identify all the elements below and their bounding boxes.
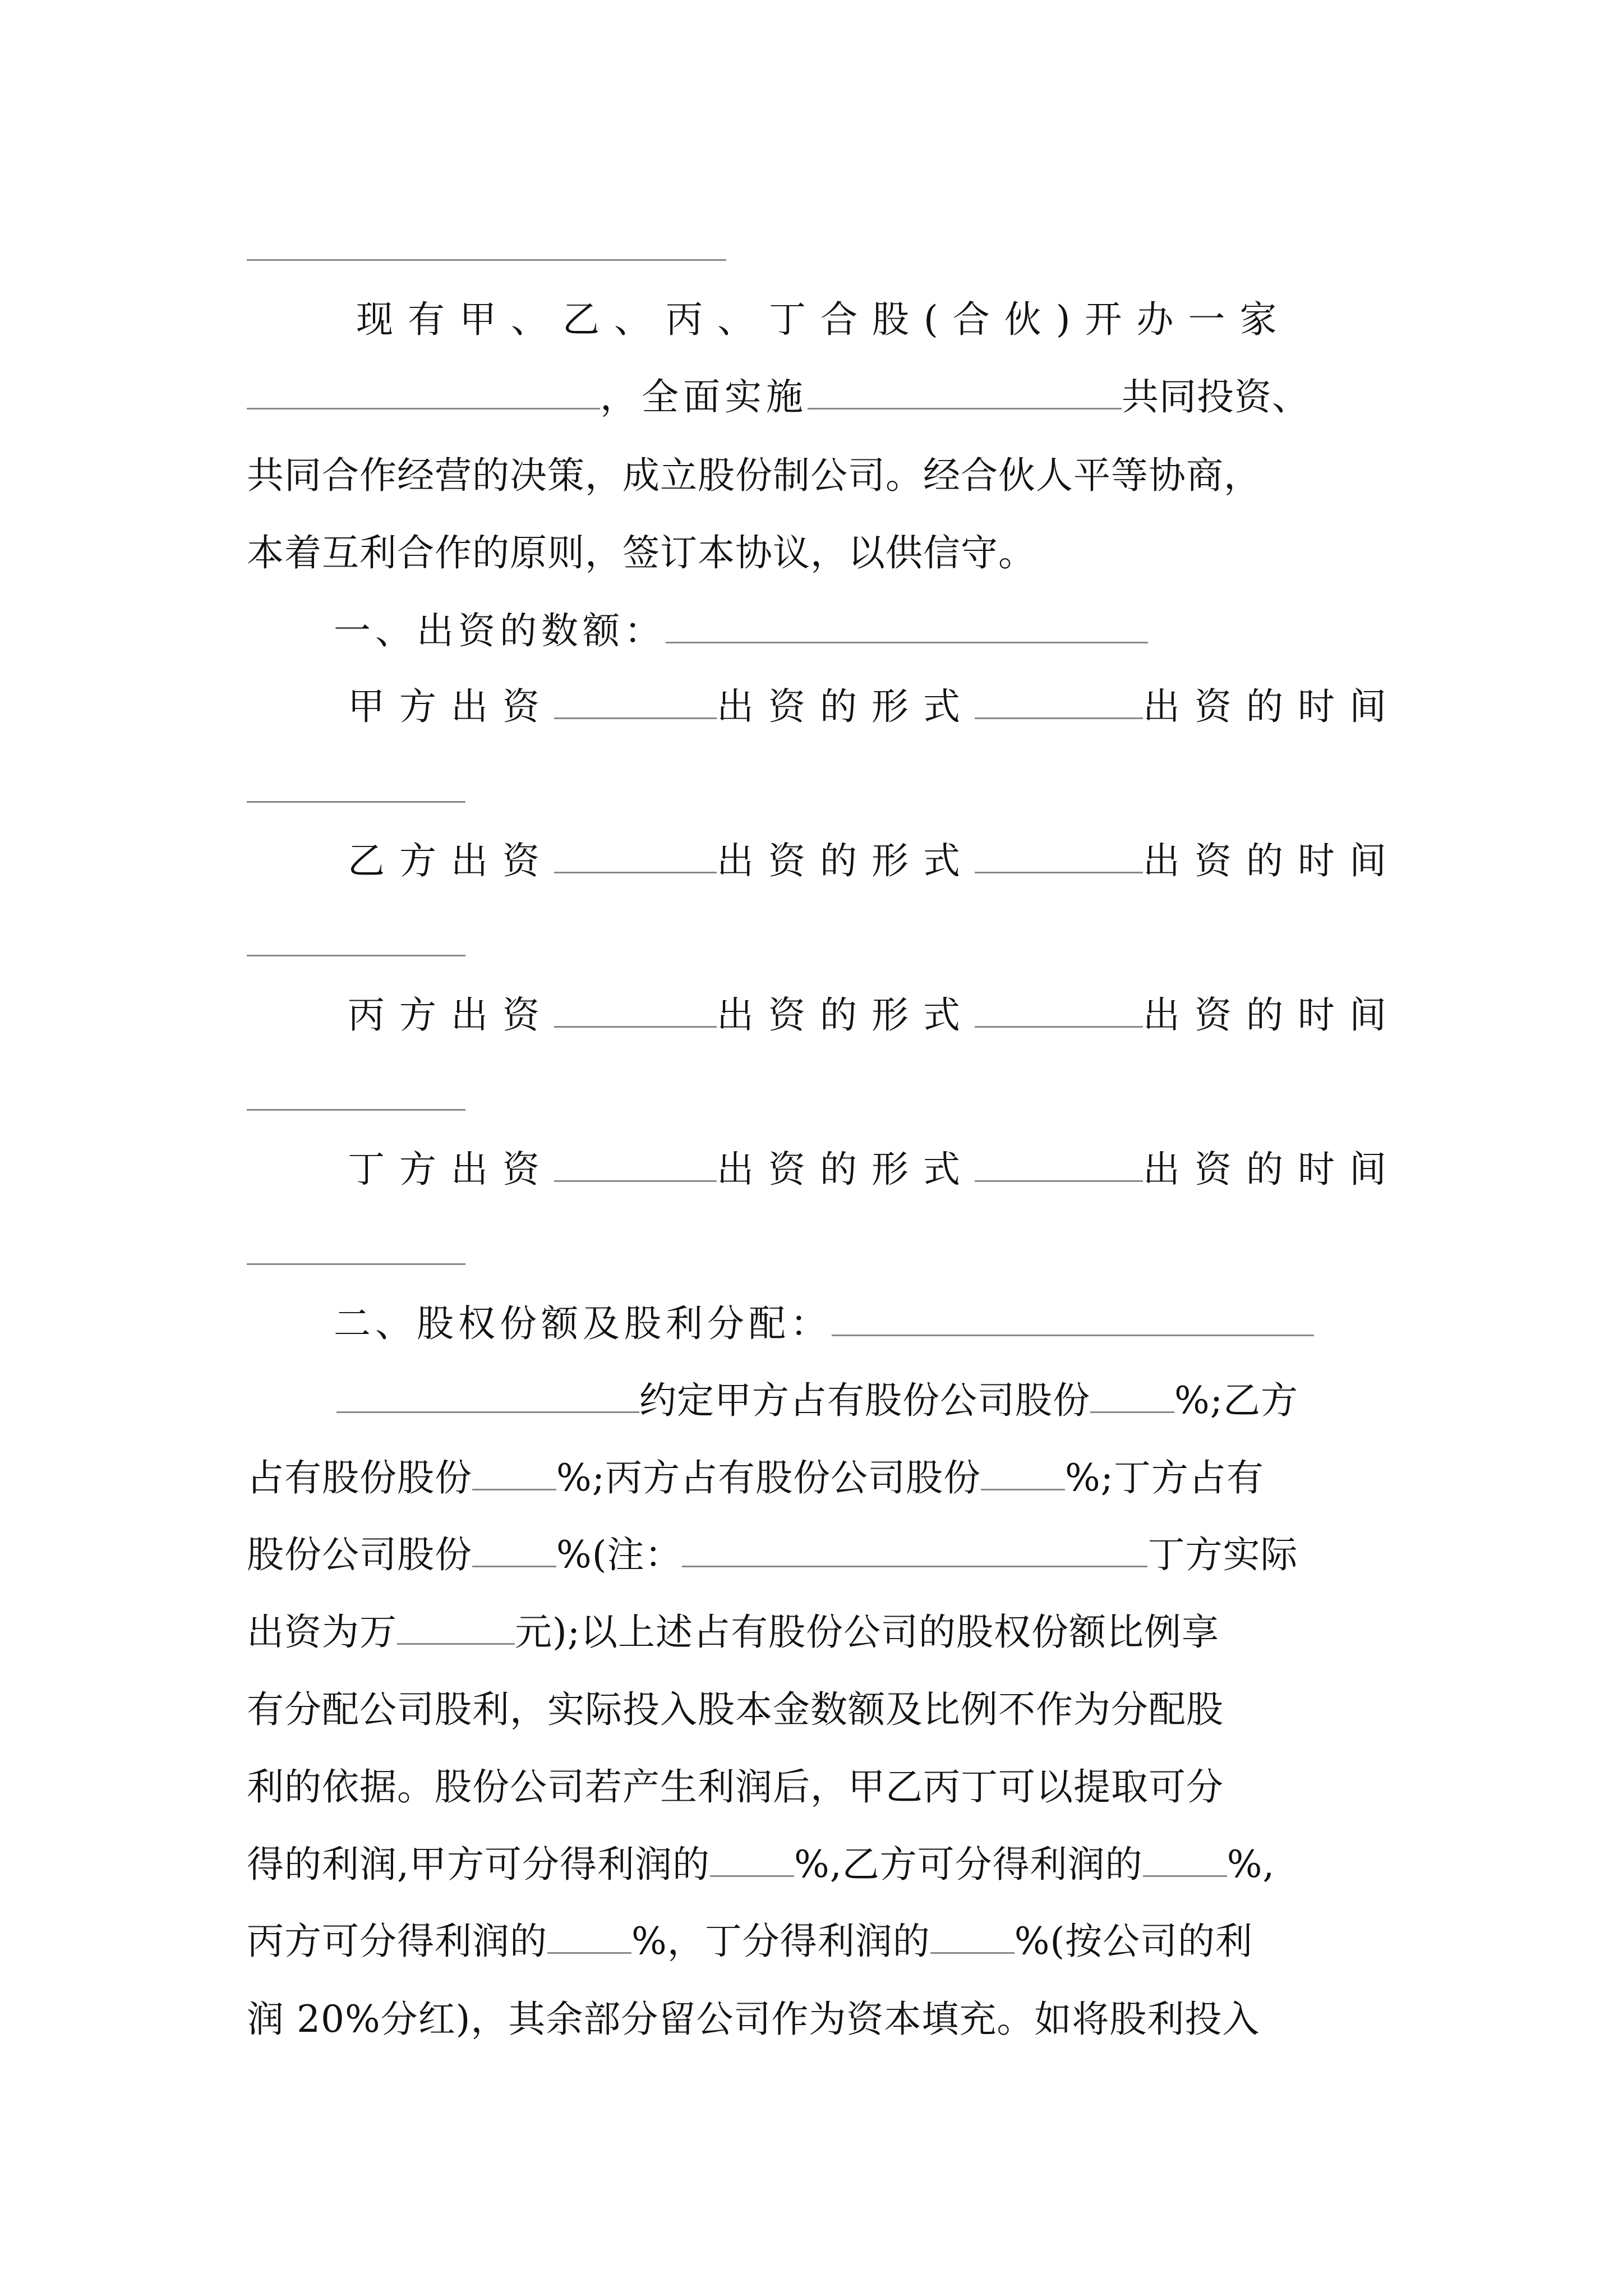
intro-line-4: 本着互利合作的原则，签订本协议，以供信守。 (247, 531, 1036, 574)
blank-b-profit[interactable] (1143, 1841, 1227, 1877)
s2-line-4: 出资为万 元);以上述占有股份公司的股权份额比例享 (247, 1605, 1219, 1659)
s2-line-5: 有分配公司股利，实际投入股本金数额及比例不作为分配股 (247, 1688, 1224, 1731)
blank-a-amount[interactable] (554, 683, 717, 719)
blank-c-profit[interactable] (547, 1917, 631, 1954)
blank-b-form[interactable] (975, 837, 1143, 873)
s2-line-9: 润 20%分红)，其余部分留公司作为资本填充。如将股利投入 (247, 1998, 1260, 2041)
blank-d-share[interactable] (472, 1531, 556, 1567)
blank-d-form[interactable] (975, 1145, 1143, 1182)
blank-policy[interactable] (808, 373, 1122, 409)
intro-line-3: 共同合作经营的决策，成立股份制公司。经合伙人平等协商， (247, 454, 1261, 497)
s2-line-3: 股份公司股份 %(注： 丁方实际 (247, 1528, 1298, 1582)
intro-line-2: ，全面实施 共同投资、 (247, 370, 1310, 424)
blank-d-profit[interactable] (930, 1917, 1015, 1954)
blank-a-profit[interactable] (710, 1841, 794, 1877)
blank-c-share[interactable] (981, 1454, 1065, 1490)
blank-b-time[interactable] (247, 955, 465, 956)
s2-line-6: 利的依据。股份公司若产生利润后，甲乙丙丁可以提取可分 (247, 1765, 1224, 1809)
s2-line-1: 约定甲方占有股份公司股份 %;乙方 (336, 1374, 1298, 1428)
blank-note[interactable] (682, 1531, 1147, 1567)
blank-b-amount[interactable] (554, 837, 717, 873)
blank-d-amount[interactable] (554, 1145, 717, 1182)
blank-b-share[interactable] (472, 1454, 556, 1490)
blank-d-actual[interactable] (397, 1608, 515, 1645)
blank-c-form[interactable] (975, 991, 1143, 1028)
intro-line-1: 现有甲、乙、丙、丁合股(合伙)开办一家 (356, 298, 1292, 341)
row-party-a: 甲方出资 出资的形式 出资的时间 (348, 680, 1401, 734)
row-party-c: 丙方出资 出资的形式 出资的时间 (348, 988, 1401, 1042)
blank-a-share[interactable] (1090, 1377, 1174, 1413)
top-blank-line (247, 259, 726, 261)
blank-c-time[interactable] (247, 1109, 465, 1111)
s2-line-8: 丙方可分得利润的 %，丁分得利润的 %(按公司的利 (247, 1915, 1253, 1968)
row-party-d: 丁方出资 出资的形式 出资的时间 (348, 1143, 1401, 1197)
blank-c-amount[interactable] (554, 991, 717, 1028)
blank-total-investment[interactable] (666, 607, 1148, 643)
row-party-b: 乙方出资 出资的形式 出资的时间 (348, 834, 1401, 888)
blank-s2-intro[interactable] (336, 1377, 639, 1413)
section-2-heading: 二、股权份额及股利分配： (334, 1297, 1314, 1351)
s2-line-2: 占有股份股份 %;丙方占有股份公司股份 %;丁方占有 (247, 1451, 1264, 1505)
blank-equity-note[interactable] (832, 1300, 1314, 1336)
blank-a-time[interactable] (247, 801, 465, 803)
blank-d-time[interactable] (247, 1263, 465, 1265)
blank-a-form[interactable] (975, 683, 1143, 719)
section-1-heading: 一、出资的数额： (334, 604, 1148, 658)
blank-company[interactable] (247, 373, 600, 409)
s2-line-7: 得的利润,甲方可分得利润的 %,乙方可分得利润的 %, (247, 1838, 1275, 1892)
